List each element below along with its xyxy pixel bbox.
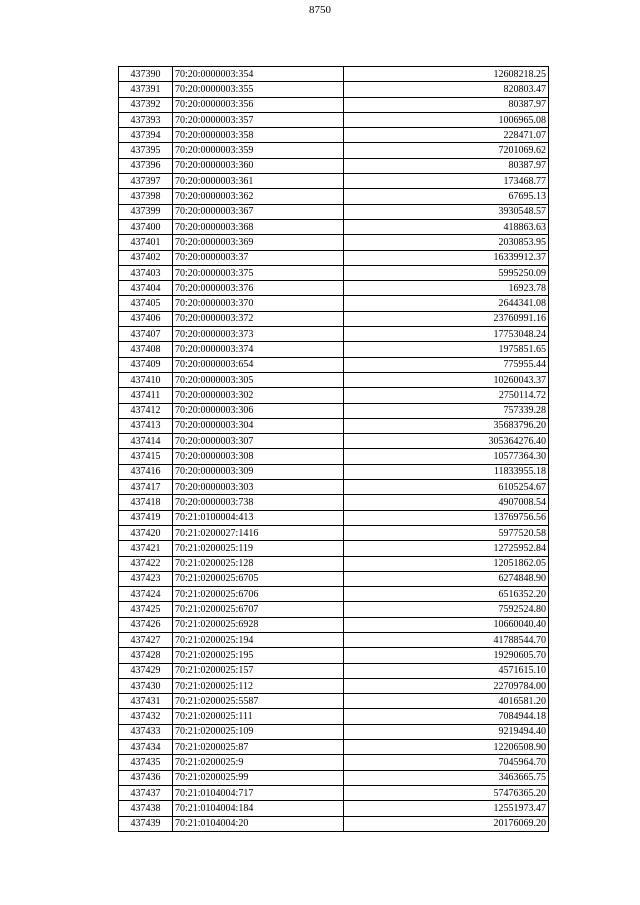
cadastral-number-cell: 70:21:0200025:9 <box>173 755 344 770</box>
cadastral-number-cell: 70:21:0200025:87 <box>173 740 344 755</box>
row-number-cell: 437414 <box>119 434 173 449</box>
table-body <box>119 67 549 832</box>
row-number-cell: 437427 <box>119 632 173 647</box>
table-row <box>119 189 549 204</box>
row-number-cell: 437404 <box>119 281 173 296</box>
cadastral-value-cell: 5995250.09 <box>344 265 549 280</box>
row-number-cell: 437410 <box>119 372 173 387</box>
cadastral-value-cell: 41788544.70 <box>344 632 549 647</box>
table-row <box>119 449 549 464</box>
table-row <box>119 770 549 785</box>
row-number-cell: 437423 <box>119 571 173 586</box>
cadastral-value-cell: 22709784.00 <box>344 678 549 693</box>
row-number-cell: 437425 <box>119 602 173 617</box>
row-number-cell: 437418 <box>119 495 173 510</box>
table-row <box>119 709 549 724</box>
cadastral-value-cell: 2644341.08 <box>344 296 549 311</box>
row-number-cell: 437421 <box>119 541 173 556</box>
cadastral-value-cell: 1006965.08 <box>344 112 549 127</box>
cadastral-number-cell: 70:20:0000003:356 <box>173 97 344 112</box>
cadastral-number-cell: 70:21:0200025:99 <box>173 770 344 785</box>
table-row <box>119 495 549 510</box>
cadastral-value-cell: 10260043.37 <box>344 372 549 387</box>
cadastral-number-cell: 70:20:0000003:359 <box>173 143 344 158</box>
table-row <box>119 204 549 219</box>
row-number-cell: 437407 <box>119 327 173 342</box>
cadastral-number-cell: 70:20:0000003:362 <box>173 189 344 204</box>
row-number-cell: 437424 <box>119 587 173 602</box>
table-row <box>119 296 549 311</box>
cadastral-number-cell: 70:20:0000003:308 <box>173 449 344 464</box>
cadastral-number-cell: 70:20:0000003:368 <box>173 219 344 234</box>
cadastral-value-cell: 16339912.37 <box>344 250 549 265</box>
table-row <box>119 801 549 816</box>
table-row <box>119 464 549 479</box>
table-row <box>119 235 549 250</box>
cadastral-number-cell: 70:20:0000003:367 <box>173 204 344 219</box>
row-number-cell: 437411 <box>119 388 173 403</box>
row-number-cell: 437420 <box>119 525 173 540</box>
cadastral-number-cell: 70:21:0200025:6928 <box>173 617 344 632</box>
cadastral-value-cell: 2030853.95 <box>344 235 549 250</box>
table-row <box>119 82 549 97</box>
cadastral-number-cell: 70:21:0200025:109 <box>173 724 344 739</box>
table-row <box>119 740 549 755</box>
row-number-cell: 437400 <box>119 219 173 234</box>
cadastral-value-cell: 4571615.10 <box>344 663 549 678</box>
table-row <box>119 403 549 418</box>
table-row <box>119 541 549 556</box>
table-row <box>119 265 549 280</box>
cadastral-value-cell: 10577364.30 <box>344 449 549 464</box>
cadastral-number-cell: 70:21:0104004:184 <box>173 801 344 816</box>
row-number-cell: 437394 <box>119 128 173 143</box>
cadastral-number-cell: 70:20:0000003:361 <box>173 174 344 189</box>
cadastral-number-cell: 70:21:0104004:20 <box>173 816 344 831</box>
table-row <box>119 158 549 173</box>
row-number-cell: 437401 <box>119 235 173 250</box>
cadastral-value-cell: 7045964.70 <box>344 755 549 770</box>
cadastral-value-cell: 23760991.16 <box>344 311 549 326</box>
row-number-cell: 437398 <box>119 189 173 204</box>
cadastral-value-cell: 12206508.90 <box>344 740 549 755</box>
table-row <box>119 694 549 709</box>
row-number-cell: 437439 <box>119 816 173 831</box>
cadastral-number-cell: 70:21:0200025:6706 <box>173 587 344 602</box>
row-number-cell: 437391 <box>119 82 173 97</box>
cadastral-value-cell: 2750114.72 <box>344 388 549 403</box>
table-row <box>119 617 549 632</box>
cadastral-value-cell: 3463665.75 <box>344 770 549 785</box>
row-number-cell: 437390 <box>119 67 173 82</box>
cadastral-number-cell: 70:20:0000003:354 <box>173 67 344 82</box>
row-number-cell: 437397 <box>119 174 173 189</box>
table-row <box>119 571 549 586</box>
table-row <box>119 525 549 540</box>
cadastral-value-cell: 10660040.40 <box>344 617 549 632</box>
cadastral-number-cell: 70:20:0000003:307 <box>173 434 344 449</box>
row-number-cell: 437393 <box>119 112 173 127</box>
cadastral-value-cell: 6105254.67 <box>344 480 549 495</box>
row-number-cell: 437422 <box>119 556 173 571</box>
row-number-cell: 437405 <box>119 296 173 311</box>
table-row <box>119 648 549 663</box>
cadastral-number-cell: 70:21:0200025:119 <box>173 541 344 556</box>
cadastral-value-table <box>118 66 549 832</box>
cadastral-value-cell: 11833955.18 <box>344 464 549 479</box>
table-row <box>119 556 549 571</box>
cadastral-number-cell: 70:21:0104004:717 <box>173 785 344 800</box>
row-number-cell: 437433 <box>119 724 173 739</box>
cadastral-number-cell: 70:20:0000003:370 <box>173 296 344 311</box>
table-row <box>119 342 549 357</box>
cadastral-number-cell: 70:21:0200027:1416 <box>173 525 344 540</box>
cadastral-number-cell: 70:20:0000003:37 <box>173 250 344 265</box>
cadastral-value-cell: 173468.77 <box>344 174 549 189</box>
cadastral-value-cell: 12725952.84 <box>344 541 549 556</box>
cadastral-number-cell: 70:20:0000003:369 <box>173 235 344 250</box>
cadastral-number-cell: 70:20:0000003:304 <box>173 418 344 433</box>
cadastral-number-cell: 70:21:0200025:194 <box>173 632 344 647</box>
row-number-cell: 437431 <box>119 694 173 709</box>
cadastral-value-cell: 228471.07 <box>344 128 549 143</box>
cadastral-value-cell: 305364276.40 <box>344 434 549 449</box>
cadastral-number-cell: 70:20:0000003:360 <box>173 158 344 173</box>
cadastral-number-cell: 70:21:0200025:112 <box>173 678 344 693</box>
table-row <box>119 143 549 158</box>
cadastral-number-cell: 70:20:0000003:305 <box>173 372 344 387</box>
cadastral-value-cell: 16923.78 <box>344 281 549 296</box>
cadastral-value-cell: 6274848.90 <box>344 571 549 586</box>
row-number-cell: 437408 <box>119 342 173 357</box>
cadastral-number-cell: 70:21:0200025:6707 <box>173 602 344 617</box>
table-row <box>119 678 549 693</box>
cadastral-value-cell: 13769756.56 <box>344 510 549 525</box>
row-number-cell: 437402 <box>119 250 173 265</box>
row-number-cell: 437406 <box>119 311 173 326</box>
table-row <box>119 755 549 770</box>
cadastral-number-cell: 70:20:0000003:375 <box>173 265 344 280</box>
row-number-cell: 437428 <box>119 648 173 663</box>
cadastral-number-cell: 70:20:0000003:309 <box>173 464 344 479</box>
row-number-cell: 437430 <box>119 678 173 693</box>
row-number-cell: 437415 <box>119 449 173 464</box>
cadastral-value-cell: 20176069.20 <box>344 816 549 831</box>
table-row <box>119 663 549 678</box>
cadastral-value-cell: 67695.13 <box>344 189 549 204</box>
row-number-cell: 437419 <box>119 510 173 525</box>
cadastral-value-cell: 12551973.47 <box>344 801 549 816</box>
table-row <box>119 388 549 403</box>
row-number-cell: 437392 <box>119 97 173 112</box>
cadastral-value-cell: 418863.63 <box>344 219 549 234</box>
cadastral-value-cell: 5977520.58 <box>344 525 549 540</box>
row-number-cell: 437435 <box>119 755 173 770</box>
cadastral-number-cell: 70:20:0000003:357 <box>173 112 344 127</box>
cadastral-number-cell: 70:20:0000003:738 <box>173 495 344 510</box>
row-number-cell: 437412 <box>119 403 173 418</box>
table-row <box>119 587 549 602</box>
cadastral-value-cell: 35683796.20 <box>344 418 549 433</box>
table-row <box>119 219 549 234</box>
cadastral-value-cell: 757339.28 <box>344 403 549 418</box>
cadastral-number-cell: 70:21:0200025:128 <box>173 556 344 571</box>
cadastral-value-cell: 7084944.18 <box>344 709 549 724</box>
cadastral-value-cell: 7201069.62 <box>344 143 549 158</box>
cadastral-value-cell: 7592524.80 <box>344 602 549 617</box>
cadastral-number-cell: 70:20:0000003:374 <box>173 342 344 357</box>
cadastral-value-cell: 1975851.65 <box>344 342 549 357</box>
cadastral-value-cell: 4907008.54 <box>344 495 549 510</box>
cadastral-value-cell: 12051862.05 <box>344 556 549 571</box>
cadastral-value-cell: 12608218.25 <box>344 67 549 82</box>
row-number-cell: 437429 <box>119 663 173 678</box>
table-row <box>119 816 549 831</box>
table-row <box>119 785 549 800</box>
cadastral-number-cell: 70:20:0000003:358 <box>173 128 344 143</box>
cadastral-number-cell: 70:21:0100004:413 <box>173 510 344 525</box>
cadastral-number-cell: 70:21:0200025:111 <box>173 709 344 724</box>
table-row <box>119 311 549 326</box>
row-number-cell: 437426 <box>119 617 173 632</box>
cadastral-value-cell: 775955.44 <box>344 357 549 372</box>
cadastral-number-cell: 70:21:0200025:195 <box>173 648 344 663</box>
row-number-cell: 437416 <box>119 464 173 479</box>
cadastral-value-cell: 6516352.20 <box>344 587 549 602</box>
table-row <box>119 174 549 189</box>
cadastral-value-cell: 57476365.20 <box>344 785 549 800</box>
row-number-cell: 437434 <box>119 740 173 755</box>
cadastral-value-cell: 80387.97 <box>344 158 549 173</box>
table-row <box>119 250 549 265</box>
cadastral-number-cell: 70:20:0000003:372 <box>173 311 344 326</box>
table-row <box>119 97 549 112</box>
row-number-cell: 437438 <box>119 801 173 816</box>
row-number-cell: 437436 <box>119 770 173 785</box>
cadastral-number-cell: 70:20:0000003:302 <box>173 388 344 403</box>
row-number-cell: 437417 <box>119 480 173 495</box>
cadastral-value-cell: 9219494.40 <box>344 724 549 739</box>
table-row <box>119 632 549 647</box>
table-row <box>119 357 549 372</box>
row-number-cell: 437432 <box>119 709 173 724</box>
table-row <box>119 434 549 449</box>
table-row <box>119 602 549 617</box>
cadastral-number-cell: 70:20:0000003:373 <box>173 327 344 342</box>
cadastral-value-cell: 80387.97 <box>344 97 549 112</box>
cadastral-value-cell: 4016581.20 <box>344 694 549 709</box>
cadastral-number-cell: 70:20:0000003:306 <box>173 403 344 418</box>
row-number-cell: 437399 <box>119 204 173 219</box>
cadastral-number-cell: 70:21:0200025:157 <box>173 663 344 678</box>
row-number-cell: 437409 <box>119 357 173 372</box>
cadastral-number-cell: 70:21:0200025:6705 <box>173 571 344 586</box>
row-number-cell: 437413 <box>119 418 173 433</box>
row-number-cell: 437437 <box>119 785 173 800</box>
cadastral-number-cell: 70:20:0000003:654 <box>173 357 344 372</box>
table-row <box>119 112 549 127</box>
cadastral-number-cell: 70:21:0200025:5587 <box>173 694 344 709</box>
table-row <box>119 67 549 82</box>
row-number-cell: 437395 <box>119 143 173 158</box>
table-row <box>119 327 549 342</box>
cadastral-number-cell: 70:20:0000003:303 <box>173 480 344 495</box>
table-row <box>119 724 549 739</box>
cadastral-value-cell: 820803.47 <box>344 82 549 97</box>
table-row <box>119 128 549 143</box>
page-number: 8750 <box>309 4 331 16</box>
row-number-cell: 437396 <box>119 158 173 173</box>
cadastral-value-cell: 3930548.57 <box>344 204 549 219</box>
cadastral-value-cell: 19290605.70 <box>344 648 549 663</box>
row-number-cell: 437403 <box>119 265 173 280</box>
cadastral-value-cell: 17753048.24 <box>344 327 549 342</box>
cadastral-number-cell: 70:20:0000003:376 <box>173 281 344 296</box>
table-row <box>119 418 549 433</box>
table-row <box>119 372 549 387</box>
table-row <box>119 281 549 296</box>
table-row <box>119 510 549 525</box>
cadastral-number-cell: 70:20:0000003:355 <box>173 82 344 97</box>
table-row <box>119 480 549 495</box>
